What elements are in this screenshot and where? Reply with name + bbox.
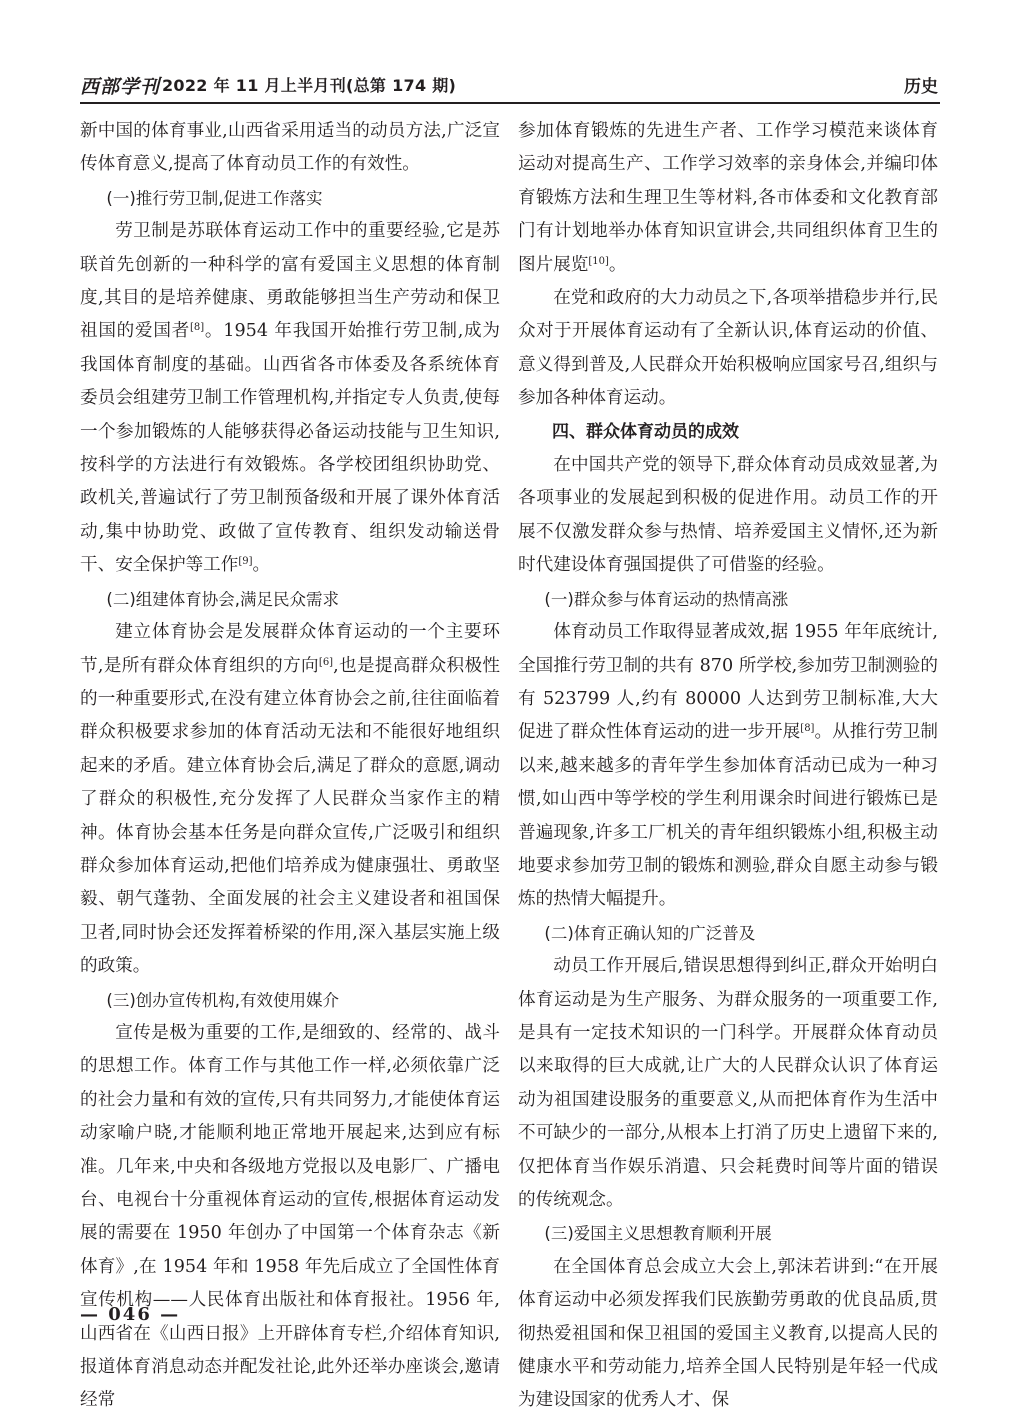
subheading: (三)爱国主义思想教育顺利开展 bbox=[544, 1224, 772, 1244]
paragraph: 体育动员工作取得显著成效,据 1955 年年底统计,全国推行劳卫制的共有 870 所学校,参加劳卫制测验的有 523799 人,约有 80000 人达到劳卫制标准,大大促进了群众性体育运动的进一步开展[8]。从推行劳卫制以来,越来越多的青年学生参加体育活动已成为一种习惯,如山西中等学校的学生利用课余时间进行锻炼已是普遍现象,许多工厂机关的青年组织锻炼小组,积极主动地要求参加劳卫制的锻炼和测验,群众自愿主动参与锻炼的热情大幅提升。 bbox=[518, 622, 938, 910]
right-column bbox=[518, 115, 938, 1418]
issue-info: 2022 年 11 月上半月刊(总第 174 期) bbox=[162, 76, 457, 95]
section-heading: 四、群众体育动员的成效 bbox=[552, 421, 739, 442]
paragraph: 在中国共产党的领导下,群众体育动员成效显著,为各项事业的发展起到积极的促进作用。动员工作的开展不仅激发群众参与热情、培养爱国主义情怀,还为新时代建设体育强国提供了可借鉴的经验。 bbox=[518, 455, 938, 576]
left-column bbox=[80, 115, 500, 1418]
paragraph: 在党和政府的大力动员之下,各项举措稳步并行,民众对于开展体育运动有了全新认识,体育运动的价值、意义得到普及,人民群众开始积极响应国家号召,组织与参加各种体育运动。 bbox=[518, 288, 939, 409]
journal-logo: 西部学刊 bbox=[80, 76, 161, 98]
paragraph: 动员工作开展后,错误思想得到纠正,群众开始明白体育运动是为生产服务、为群众服务的一项重要工作,是具有一定技术知识的一门科学。开展群众体育动员以来取得的巨大成就,让广大的人民群众认识了体育运动为祖国建设服务的重要意义,从而把体育作为生活中不可缺少的一部分,从根本上打消了历史上遗留下来的,仅把体育当作娱乐消遣、只会耗费时间等片面的错误的传统观念。 bbox=[518, 956, 938, 1210]
citation: [6] bbox=[318, 656, 334, 668]
section-label: 历史 bbox=[904, 77, 938, 97]
subheading: (三)创办宣传机构,有效使用媒介 bbox=[106, 990, 340, 1010]
subheading: (二)组建体育协会,满足民众需求 bbox=[106, 589, 340, 609]
citation: [8] bbox=[190, 322, 205, 334]
subheading: (二)体育正确认知的广泛普及 bbox=[544, 923, 756, 943]
header-rule bbox=[80, 102, 940, 104]
citation: [9] bbox=[238, 556, 253, 568]
paragraph: 劳卫制是苏联体育运动工作中的重要经验,它是苏联首先创新的一种科学的富有爱国主义思想的体育制度,其目的是培养健康、勇敢能够担当生产劳动和保卫祖国的爱国者[8]。1954 年我国开始推行劳卫制,成为我国体育制度的基础。山西省各市体委及各系统体育委员会组建劳卫制工作管理机构,并指定专人负责,使每一个参加锻炼的人能够获得必备运动技能与卫生知识,按科学的方法进行有效锻炼。各学校团组织协助党、政机关,普遍试行了劳卫制预备级和开展了课外体育活动,集中协助党、政做了宣传教育、组织发动输送骨干、安全保护等工作[9]。 bbox=[80, 221, 500, 576]
citation: [10] bbox=[588, 255, 609, 267]
paragraph: 在全国体育总会成立大会上,郭沫若讲到:“在开展体育运动中必须发挥我们民族勤劳勇敢的优良品质,贯彻热爱祖国和保卫祖国的爱国主义教育,以提高人民的健康水平和劳动能力,培养全国人民特别是年轻一代成为建设国家的优秀人才、保 bbox=[518, 1256, 938, 1411]
subheading: (一)推行劳卫制,促进工作落实 bbox=[106, 188, 323, 208]
paragraph: 参加体育锻炼的先进生产者、工作学习模范来谈体育运动对提高生产、工作学习效率的亲身体会,并编印体育锻炼方法和生理卫生等材料,各市体委和文化教育部门有计划地举办体育知识宣讲会,共同组织体育卫生的图片展览[10]。 bbox=[518, 121, 938, 275]
subheading: (一)群众参与体育运动的热情高涨 bbox=[544, 589, 789, 609]
page-number: — 046 — bbox=[80, 1304, 181, 1325]
paragraph: 建立体育协会是发展群众体育运动的一个主要环节,是所有群众体育组织的方向[6],也是提高群众积极性的一种重要形式,在没有建立体育协会之前,往往面临着群众积极要求参加的体育活动无法和不能很好地组织起来的矛盾。建立体育协会后,满足了群众的意愿,调动了群众的积极性,充分发挥了人民群众当家作主的精神。体育协会基本任务是向群众宣传,广泛吸引和组织群众参加体育运动,把他们培养成为健康强壮、勇敢坚毅、朝气蓬勃、全面发展的社会主义建设者和祖国保卫者,同时协会还发挥着桥梁的作用,深入基层实施上级的政策。 bbox=[80, 622, 500, 977]
paragraph: 新中国的体育事业,山西省采用适当的动员方法,广泛宣传体育意义,提高了体育动员工作的有效性。 bbox=[80, 121, 501, 175]
citation: [8] bbox=[800, 723, 815, 735]
running-header bbox=[80, 68, 940, 102]
paragraph: 宣传是极为重要的工作,是细致的、经常的、战斗的思想工作。体育工作与其他工作一样,必须依靠广泛的社会力量和有效的宣传,只有共同努力,才能使体育运动家喻户晓,才能顺利地正常地开展起来,达到应有标准。几年来,中央和各级地方党报以及电影厂、广播电台、电视台十分重视体育运动的宣传,根据体育运动发展的需要在 1950 年创办了中国第一个体育杂志《新体育》,在 1954 年和 1958 年先后成立了全国性体育宣传机构——人民体育出版社和体育报社。1956 年,山西省在《山西日报》上开辟体育专栏,介绍体育知识,报道体育消息动态并配发社论,此外还举办座谈会,邀请经常 bbox=[80, 1022, 500, 1411]
